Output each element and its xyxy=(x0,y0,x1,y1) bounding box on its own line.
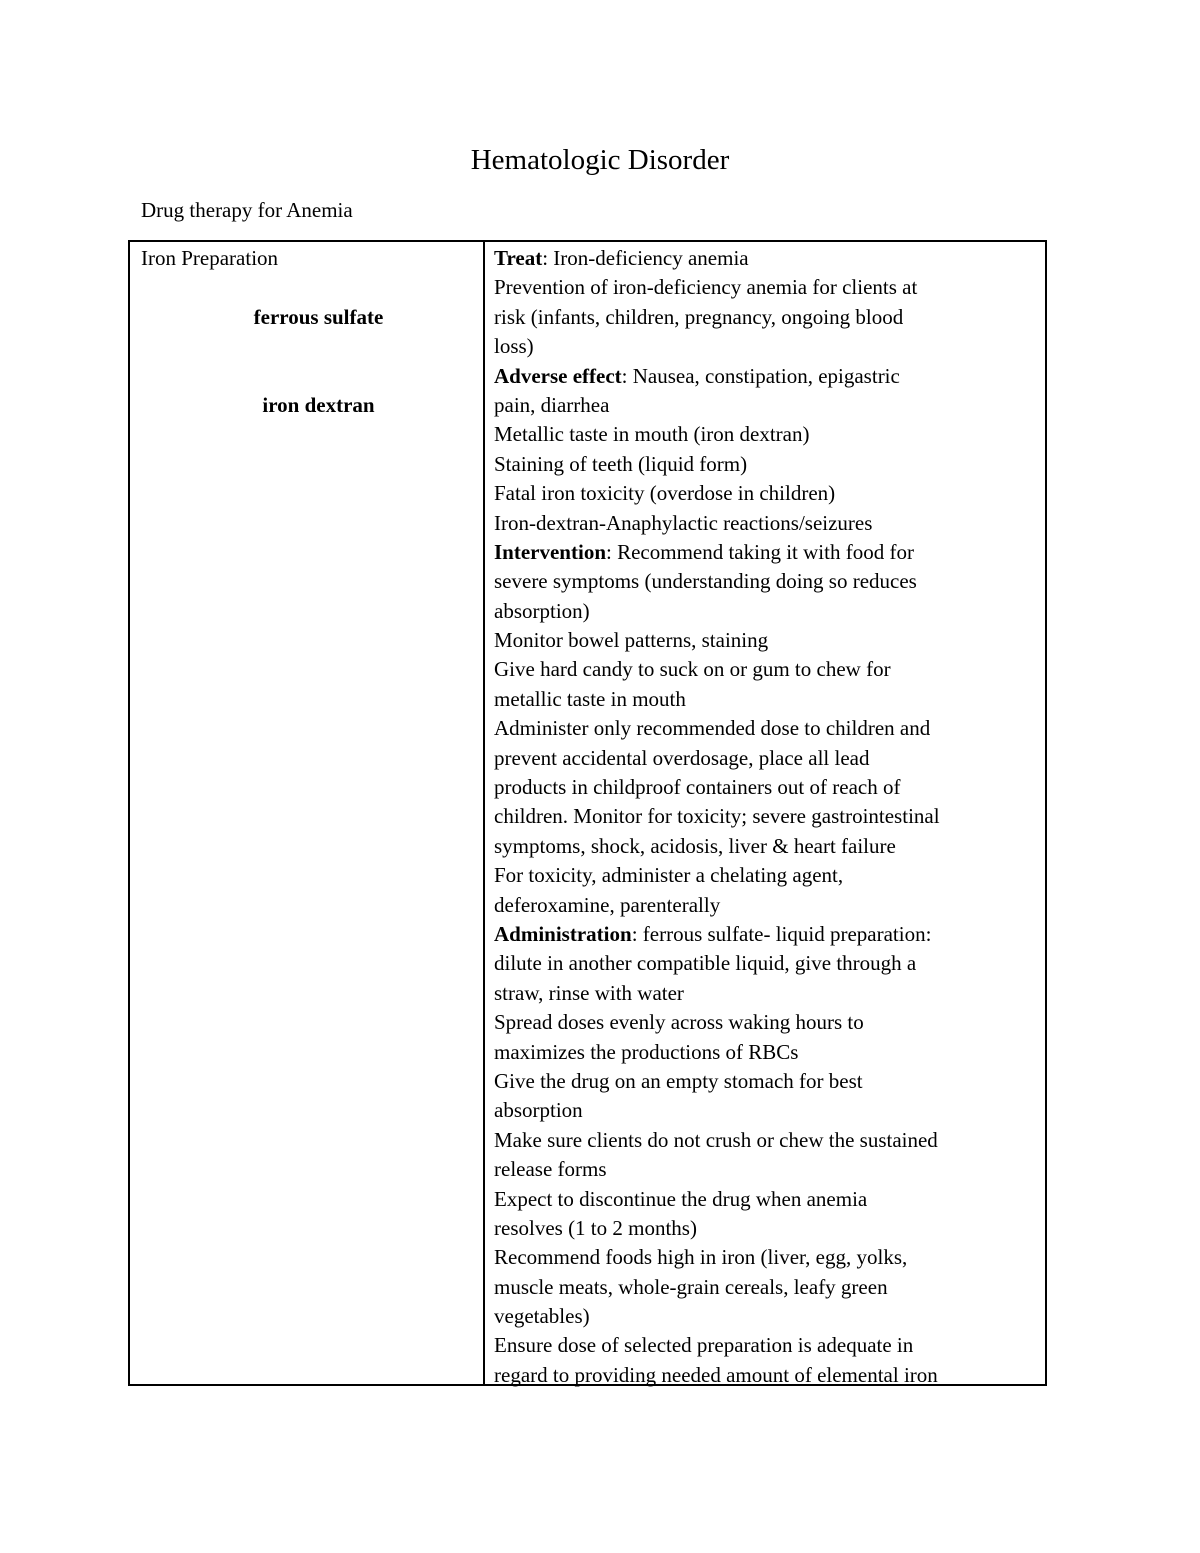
detail-line: Expect to discontinue the drug when anemia xyxy=(494,1186,868,1211)
detail-line: straw, rinse with water xyxy=(494,980,684,1005)
treat-text: : Iron-deficiency anemia xyxy=(542,246,749,270)
detail-line: pain, diarrhea xyxy=(494,392,610,417)
detail-line: regard to providing needed amount of elemental iron xyxy=(494,1362,938,1387)
detail-line: absorption xyxy=(494,1098,583,1123)
detail-line: products in childproof containers out of reach of xyxy=(494,775,901,800)
detail-line: Administer only recommended dose to children and xyxy=(494,716,931,741)
intervention-line xyxy=(494,538,1039,567)
detail-line: Make sure clients do not crush or chew the sustained xyxy=(494,1127,938,1152)
administration-text: : ferrous sulfate- liquid preparation: xyxy=(631,921,932,946)
detail-line: Ensure dose of selected preparation is adequate in xyxy=(494,1333,914,1358)
administration-line xyxy=(494,920,1039,949)
intervention-label: Intervention xyxy=(494,539,606,564)
detail-line: For toxicity, administer a chelating agent, xyxy=(494,863,844,888)
detail-line: Prevention of iron-deficiency anemia for clients at xyxy=(494,275,918,300)
detail-line: prevent accidental overdosage, place all lead xyxy=(494,745,870,770)
document-title: Hematologic Disorder xyxy=(470,144,730,176)
detail-line: dilute in another compatible liquid, give through a xyxy=(494,951,917,976)
detail-line: Monitor bowel patterns, staining xyxy=(494,628,769,653)
detail-line: deferoxamine, parenterally xyxy=(494,892,721,917)
detail-line: Iron-dextran-Anaphylactic reactions/seizures xyxy=(494,510,873,535)
drug-name-iron-dextran: iron dextran xyxy=(262,392,375,417)
detail-line: Spread doses evenly across waking hours to xyxy=(494,1010,864,1035)
adverse-effect-line xyxy=(494,362,1039,391)
detail-line: release forms xyxy=(494,1157,607,1182)
spacer xyxy=(141,332,476,361)
spacer xyxy=(141,362,476,391)
intervention-text: : Recommend taking it with food for xyxy=(606,539,914,564)
detail-line: absorption) xyxy=(494,598,590,623)
drug-name-column xyxy=(141,244,476,420)
detail-line: Staining of teeth (liquid form) xyxy=(494,451,748,476)
detail-line: severe symptoms (understanding doing so reduces xyxy=(494,569,917,594)
detail-line: children. Monitor for toxicity; severe gastrointestinal xyxy=(494,804,940,829)
detail-line: Metallic taste in mouth (iron dextran) xyxy=(494,422,810,447)
detail-line: metallic taste in mouth xyxy=(494,686,686,711)
detail-line: Recommend foods high in iron (liver, egg, yolks, xyxy=(494,1245,908,1270)
drug-table xyxy=(128,240,1047,1386)
detail-line: symptoms, shock, acidosis, liver & heart failure xyxy=(494,833,896,858)
detail-line: Give the drug on an empty stomach for best xyxy=(494,1068,863,1093)
spacer xyxy=(141,273,476,302)
column-heading: Iron Preparation xyxy=(141,246,279,270)
drug-details-column xyxy=(494,244,1039,1390)
detail-line: Give hard candy to suck on or gum to chew for xyxy=(494,657,891,682)
adverse-effect-label: Adverse effect xyxy=(494,363,622,388)
detail-line: maximizes the productions of RBCs xyxy=(494,1039,799,1064)
detail-line: loss) xyxy=(494,334,534,359)
column-divider xyxy=(483,242,485,1384)
document-subtitle: Drug therapy for Anemia xyxy=(141,198,353,222)
detail-line: Fatal iron toxicity (overdose in children) xyxy=(494,481,836,506)
detail-line: muscle meats, whole-grain cereals, leafy green xyxy=(494,1274,888,1299)
administration-label: Administration xyxy=(494,921,632,946)
treat-line xyxy=(494,244,1039,273)
detail-line: resolves (1 to 2 months) xyxy=(494,1215,697,1240)
treat-label: Treat xyxy=(494,246,543,270)
adverse-effect-text: : Nausea, constipation, epigastric xyxy=(621,363,900,388)
drug-name-ferrous-sulfate: ferrous sulfate xyxy=(253,304,384,329)
detail-line: vegetables) xyxy=(494,1304,590,1329)
detail-line: risk (infants, children, pregnancy, ongoing blood xyxy=(494,304,904,329)
